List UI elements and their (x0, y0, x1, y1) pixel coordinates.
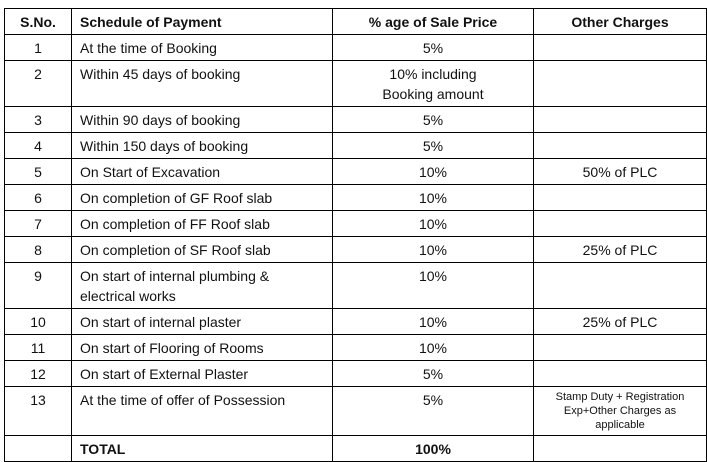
cell-other-charges (534, 263, 707, 309)
cell-sno: 12 (5, 361, 72, 387)
table-row (5, 263, 707, 309)
cell-other-charges (534, 211, 707, 237)
cell-schedule: Within 45 days of booking (72, 61, 333, 107)
cell-sno: 5 (5, 159, 72, 185)
header-schedule: Schedule of Payment (72, 9, 333, 35)
header-sno: S.No. (5, 9, 72, 35)
cell-sno: 7 (5, 211, 72, 237)
total-percent: 100% (333, 436, 534, 462)
cell-other-charges: 25% of PLC (534, 237, 707, 263)
cell-sno: 1 (5, 35, 72, 61)
total-label: TOTAL (72, 436, 333, 462)
table-row (5, 35, 707, 61)
cell-percent: 10% (333, 159, 534, 185)
cell-percent: 10% (333, 309, 534, 335)
cell-sno: 11 (5, 335, 72, 361)
table-row (5, 133, 707, 159)
table-row (5, 211, 707, 237)
table-row (5, 361, 707, 387)
cell-other-charges (534, 107, 707, 133)
table-row (5, 335, 707, 361)
table-row (5, 237, 707, 263)
cell-schedule: On start of internal plumbing & electrical works (72, 263, 333, 309)
table-row (5, 185, 707, 211)
cell-sno: 6 (5, 185, 72, 211)
table-header (5, 9, 707, 35)
cell-percent: 10% (333, 237, 534, 263)
total-other-charges (534, 436, 707, 462)
cell-percent: 10% (333, 185, 534, 211)
total-sno (5, 436, 72, 462)
cell-schedule: On Start of Excavation (72, 159, 333, 185)
cell-sno: 10 (5, 309, 72, 335)
header-percent: % age of Sale Price (333, 9, 534, 35)
cell-percent: 10% (333, 263, 534, 309)
cell-schedule: On completion of FF Roof slab (72, 211, 333, 237)
cell-other-charges (534, 61, 707, 107)
table-row (5, 61, 707, 107)
cell-schedule: At the time of offer of Possession (72, 387, 333, 436)
payment-schedule-container (4, 8, 707, 462)
cell-percent: 5% (333, 35, 534, 61)
cell-percent: 10% including Booking amount (333, 61, 534, 107)
cell-sno: 9 (5, 263, 72, 309)
cell-schedule: Within 150 days of booking (72, 133, 333, 159)
cell-sno: 13 (5, 387, 72, 436)
cell-schedule: On start of Flooring of Rooms (72, 335, 333, 361)
cell-schedule: On start of External Plaster (72, 361, 333, 387)
table-body (5, 35, 707, 462)
table-row (5, 159, 707, 185)
cell-sno: 3 (5, 107, 72, 133)
cell-other-charges (534, 133, 707, 159)
cell-percent: 5% (333, 361, 534, 387)
cell-schedule: On completion of GF Roof slab (72, 185, 333, 211)
cell-percent: 5% (333, 107, 534, 133)
header-row (5, 9, 707, 35)
total-row (5, 436, 707, 462)
cell-other-charges: 25% of PLC (534, 309, 707, 335)
cell-schedule: On completion of SF Roof slab (72, 237, 333, 263)
cell-sno: 4 (5, 133, 72, 159)
cell-schedule: At the time of Booking (72, 35, 333, 61)
cell-other-charges (534, 185, 707, 211)
table-row (5, 107, 707, 133)
cell-sno: 8 (5, 237, 72, 263)
cell-percent: 10% (333, 335, 534, 361)
header-other-charges: Other Charges (534, 9, 707, 35)
cell-schedule: Within 90 days of booking (72, 107, 333, 133)
cell-other-charges: 50% of PLC (534, 159, 707, 185)
table-row (5, 309, 707, 335)
cell-other-charges (534, 35, 707, 61)
cell-other-charges (534, 361, 707, 387)
cell-schedule: On start of internal plaster (72, 309, 333, 335)
cell-percent: 5% (333, 133, 534, 159)
cell-percent: 5% (333, 387, 534, 436)
cell-percent: 10% (333, 211, 534, 237)
payment-schedule-table (4, 8, 707, 462)
table-row (5, 387, 707, 436)
cell-sno: 2 (5, 61, 72, 107)
cell-other-charges (534, 335, 707, 361)
cell-other-charges: Stamp Duty + Registration Exp+Other Charges as applicable (534, 387, 707, 436)
